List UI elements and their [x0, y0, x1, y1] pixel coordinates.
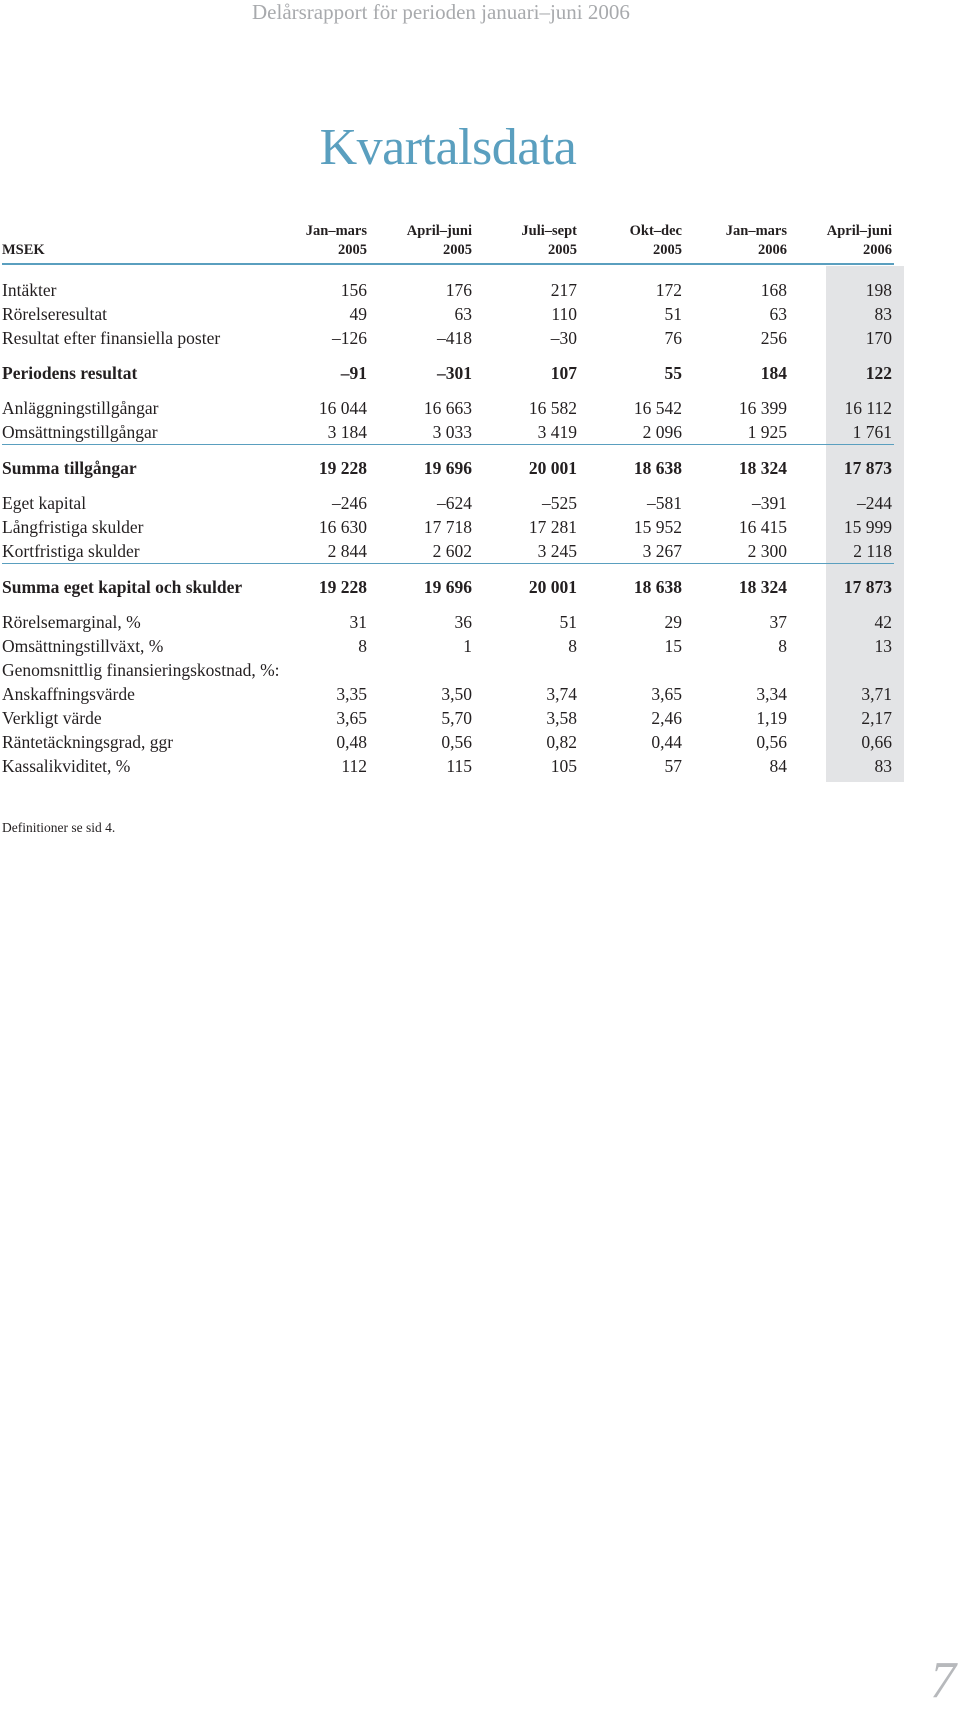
cell-value: 112 [341, 756, 367, 776]
row-label: Långfristiga skulder [2, 517, 144, 537]
cell-value: –126 [332, 328, 367, 348]
cell-value: 84 [769, 756, 787, 776]
cell-value: –244 [857, 493, 892, 513]
cell-value: –391 [752, 493, 787, 513]
column-header-period: Jan–mars [725, 223, 787, 239]
cell-value: 3,71 [861, 684, 892, 704]
cell-value: 16 415 [738, 517, 787, 537]
cell-value: 16 542 [633, 398, 682, 418]
cell-value: 3 033 [432, 422, 472, 442]
cell-value: 3 267 [642, 541, 682, 561]
column-header-year: 2005 [369, 241, 474, 264]
cell-value: 3 245 [537, 541, 577, 561]
cell-value: 55 [664, 363, 682, 383]
cell-value: 49 [349, 304, 367, 324]
cell-value: 16 044 [318, 398, 367, 418]
table-row [2, 682, 894, 706]
cell-value: 5,70 [441, 708, 472, 728]
row-label: Omsättningstillgångar [2, 422, 158, 442]
table-row [2, 634, 894, 658]
cell-value: 170 [865, 328, 892, 348]
table-row [2, 610, 894, 634]
cell-value: 42 [874, 612, 892, 632]
cell-value: 18 638 [633, 458, 682, 478]
cell-value: 122 [865, 363, 892, 383]
cell-value: 217 [550, 280, 577, 300]
column-header-period: April–juni [406, 223, 472, 239]
table-row-subheading [2, 658, 894, 682]
cell-value: 18 324 [738, 577, 787, 597]
cell-value: 1 [463, 636, 472, 656]
cell-value: 16 112 [844, 398, 892, 418]
cell-value: 83 [874, 756, 892, 776]
cell-value: –301 [437, 363, 472, 383]
cell-value: 168 [760, 280, 787, 300]
row-label: Intäkter [2, 280, 57, 300]
column-header-period: April–juni [826, 223, 892, 239]
column-header-year: 2005 [579, 241, 684, 264]
row-label: Resultat efter finansiella poster [2, 328, 221, 348]
cell-value: 57 [664, 756, 682, 776]
cell-value: 256 [760, 328, 787, 348]
cell-value: 2,17 [861, 708, 892, 728]
cell-value: 1,19 [756, 708, 787, 728]
cell-value: 20 001 [528, 458, 577, 478]
table-row-total [2, 575, 894, 599]
cell-value: 2 844 [327, 541, 367, 561]
table-row [2, 302, 894, 326]
cell-value: 83 [874, 304, 892, 324]
table-row-total [2, 361, 894, 385]
cell-value: 105 [550, 756, 577, 776]
cell-value: 16 663 [423, 398, 472, 418]
table-row [2, 754, 894, 778]
table-row [2, 706, 894, 730]
cell-value: 8 [778, 636, 787, 656]
cell-value: 16 399 [738, 398, 787, 418]
row-label: Räntetäckningsgrad, ggr [2, 732, 174, 752]
cell-value: 3 419 [537, 422, 577, 442]
cell-value: 3,65 [651, 684, 682, 704]
cell-value: 16 582 [528, 398, 577, 418]
cell-value: 18 638 [633, 577, 682, 597]
cell-value: 15 999 [843, 517, 892, 537]
cell-value: –624 [437, 493, 472, 513]
row-label: Verkligt värde [2, 708, 102, 728]
cell-value: 51 [664, 304, 682, 324]
cell-value: 3 184 [327, 422, 367, 442]
cell-value: 37 [769, 612, 787, 632]
table-row [2, 326, 894, 350]
table-row [2, 278, 894, 302]
cell-value: 19 228 [318, 458, 367, 478]
table-row [2, 730, 894, 754]
cell-value: 19 228 [318, 577, 367, 597]
column-header-year: 2006 [789, 241, 894, 264]
cell-value: –418 [437, 328, 472, 348]
cell-value: 3,58 [546, 708, 577, 728]
row-label: Kassalikviditet, % [2, 756, 131, 776]
cell-value: 17 281 [528, 517, 577, 537]
cell-value: 176 [445, 280, 472, 300]
cell-value: 0,66 [861, 732, 892, 752]
cell-value: –30 [550, 328, 577, 348]
cell-value: 2 300 [747, 541, 787, 561]
header-row-periods [2, 222, 894, 241]
row-label: Summa tillgångar [2, 458, 137, 478]
table-row [2, 396, 894, 420]
cell-value: 15 952 [633, 517, 682, 537]
cell-value: 0,82 [546, 732, 577, 752]
cell-value: 107 [550, 363, 577, 383]
cell-value: 63 [769, 304, 787, 324]
cell-value: 3,35 [336, 684, 367, 704]
cell-value: 8 [358, 636, 367, 656]
cell-value: 184 [760, 363, 787, 383]
cell-value: 17 718 [423, 517, 472, 537]
cell-value: 17 873 [843, 458, 892, 478]
cell-value: 3,50 [441, 684, 472, 704]
column-header-year: 2005 [474, 241, 579, 264]
cell-value: 29 [664, 612, 682, 632]
cell-value: 198 [865, 280, 892, 300]
cell-value: 2 118 [853, 541, 892, 561]
cell-value: 15 [664, 636, 682, 656]
cell-value: 0,56 [756, 732, 787, 752]
header-row-years [2, 241, 894, 264]
cell-value: 8 [568, 636, 577, 656]
unit-label: MSEK [2, 241, 264, 264]
table-row [2, 491, 894, 515]
column-header-period: Juli–sept [521, 223, 577, 239]
cell-value: 18 324 [738, 458, 787, 478]
cell-value: 2 096 [642, 422, 682, 442]
table-row-total [2, 456, 894, 480]
page-number: 7 [930, 1652, 956, 1709]
cell-value: 13 [874, 636, 892, 656]
column-header-year: 2006 [684, 241, 789, 264]
cell-value: 1 925 [747, 422, 787, 442]
cell-value: –91 [340, 363, 367, 383]
row-label: Anläggningstillgångar [2, 398, 159, 418]
cell-value: 0,48 [336, 732, 367, 752]
row-label: Genomsnittlig finansieringskostnad, %: [2, 660, 280, 680]
cell-value: 3,34 [756, 684, 787, 704]
cell-value: 76 [664, 328, 682, 348]
cell-value: 115 [446, 756, 472, 776]
cell-value: 2 602 [432, 541, 472, 561]
cell-value: 63 [454, 304, 472, 324]
footnote: Definitioner se sid 4. [2, 820, 116, 835]
row-label: Rörelsemarginal, % [2, 612, 141, 632]
running-header: Delårsrapport för perioden januari–juni 2006 [252, 0, 630, 24]
table-row [2, 515, 894, 539]
cell-value: 110 [551, 304, 577, 324]
cell-value: –246 [332, 493, 367, 513]
cell-value: 17 873 [843, 577, 892, 597]
row-label: Summa eget kapital och skulder [2, 577, 243, 597]
cell-value: 16 630 [318, 517, 367, 537]
cell-value: 31 [349, 612, 367, 632]
table-row [2, 420, 894, 445]
cell-value: 51 [559, 612, 577, 632]
page-title: Kvartalsdata [319, 119, 577, 176]
row-label: Periodens resultat [2, 363, 138, 383]
cell-value: 0,44 [651, 732, 682, 752]
cell-value: 172 [655, 280, 682, 300]
column-header-period: Okt–dec [629, 223, 682, 239]
row-label: Kortfristiga skulder [2, 541, 140, 561]
cell-value: 19 696 [423, 577, 472, 597]
cell-value: 156 [340, 280, 367, 300]
cell-value: 1 761 [852, 422, 892, 442]
row-label: Eget kapital [2, 493, 87, 513]
cell-value: 36 [454, 612, 472, 632]
cell-value: 20 001 [528, 577, 577, 597]
table-row [2, 539, 894, 564]
column-header-period: Jan–mars [305, 223, 367, 239]
row-label: Rörelseresultat [2, 304, 107, 324]
column-header-year: 2005 [264, 241, 369, 264]
cell-value: 2,46 [651, 708, 682, 728]
row-label: Anskaffningsvärde [2, 684, 135, 704]
row-label: Omsättningstillväxt, % [2, 636, 164, 656]
cell-value: 3,74 [546, 684, 577, 704]
quarterly-data-table [2, 222, 894, 778]
cell-value: –581 [647, 493, 682, 513]
cell-value: 0,56 [441, 732, 472, 752]
cell-value: 3,65 [336, 708, 367, 728]
cell-value: –525 [542, 493, 577, 513]
cell-value: 19 696 [423, 458, 472, 478]
